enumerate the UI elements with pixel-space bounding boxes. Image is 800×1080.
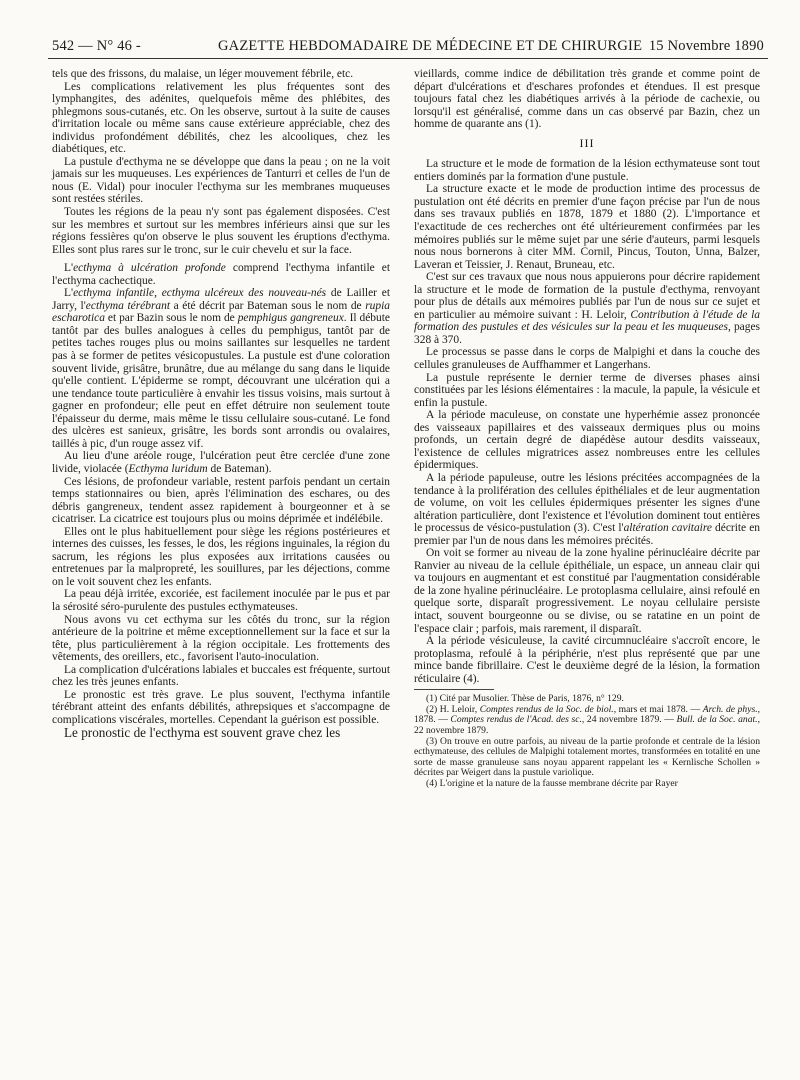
footnote: (3) On trouve en outre parfois, au niveau de la partie profonde et centrale de la lésion ecthymateuse, des cellules de Malpighi totalement mortes, transformées en totalité en une sorte de masse granuleuse sans noyau apparent rappelant les « Kernlische Schollen » décrites par Weigert dans la pustule variolique. <box>414 735 760 779</box>
paragraph: La pustule représente le dernier terme de diverses phases ainsi constituées par les lésions élémentaires : la macule, la papule, la vésicule et enfin la pustule. <box>414 371 760 409</box>
paragraph: C'est sur ces travaux que nous nous appuierons pour décrire rapidement la structure et le mode de formation de la pustule d'ecthyma, renvoyant pour plus de détails aux mémoires publiés par l'un de nous sur ce sujet et en particulier au mémoire suivant : H. Leloir, Contribution à l'étude de la formation des pustules et des vésicules sur la peau et les muqueuses, pages 328 à 370. <box>414 271 761 346</box>
section-heading: III <box>579 135 595 150</box>
paragraph: Au lieu d'une aréole rouge, l'ulcération peut être cerclée d'une zone livide, violacée (Ecthyma luridum de Bateman). <box>52 450 390 475</box>
paragraph: Nous avons vu cet ecthyma sur les côtés du tronc, sur la région antérieure de la poitrine et même exceptionnellement sur la face et sur la tête, plus particulièrement à la région occipitale. Les frottements des vêtements, des oreillers, etc., favorisent l'auto-inoculation. <box>52 613 390 664</box>
paragraph: La pustule d'ecthyma ne se développe que dans la peau ; on ne la voit jamais sur les muqueuses. Les expériences de Tanturri et celles de l'un de nous (E. Vidal) pour inoculer l'ecthyma sur les membranes muqueuses sont restées stériles. <box>52 155 390 206</box>
paragraph: La structure et le mode de formation de la lésion ecthymateuse sont tout entiers dominés par la formation d'une pustule. <box>414 158 760 183</box>
issue-date: 15 Novembre 1890 <box>648 38 764 54</box>
footnote: (2) H. Leloir, Comptes rendus de la Soc. de biol., mars et mai 1878. — Arch. de phys., 1878. — Comptes rendus de l'Acad. des sc., 24 novembre 1879. — Bull. de la Soc. anat., 22 novembre 1879. <box>414 703 760 737</box>
footnote-divider <box>414 689 494 690</box>
left-column <box>52 68 390 740</box>
paragraph: Le processus se passe dans le corps de Malpighi et dans la couche des cellules granuleuses de Auffhammer et Langerhans. <box>414 346 760 372</box>
paragraph: La peau déjà irritée, excoriée, est facilement inoculée par le pus et par la sérosité séro-purulente des pustules ecthymateuses. <box>52 588 390 613</box>
paragraph: Elles ont le plus habituellement pour siège les régions postérieures et internes des cuisses, les fesses, le dos, les régions inguinales, la région du sacrum, les régions les plus exposées aux irritations causées ou entretenues par la malpropreté, les souillures, par les déjections, comme on le voit souvent chez les enfants. <box>52 525 390 588</box>
paragraph: Le pronostic est très grave. Le plus souvent, l'ecthyma infantile térébrant atteint des enfants débilités, athrepsiques et s'accompagne de complications viscérales, mortelles. Cependant la guérison est possible. <box>52 688 390 726</box>
footnote: (1) Cité par Musolier. Thèse de Paris, 1876, n° 129. <box>426 693 624 705</box>
page-number-issue: 542 — N° 46 - <box>52 38 141 54</box>
paragraph: L'ecthyma à ulcération profonde comprend l'ecthyma infantile et l'ecthyma cachectique. <box>52 262 391 287</box>
running-header <box>48 36 768 59</box>
paragraph: La complication d'ulcérations labiales et buccales est fréquente, surtout chez les très jeunes enfants. <box>52 663 390 689</box>
paragraph: Toutes les régions de la peau n'y sont pas également disposées. C'est sur les membres et surtout sur les membres inférieurs ainsi que sur les régions fessières qu'on observe le plus souvent les éruptions d'ecthyma. Elles sont plus rares sur le tronc, sur le cuir chevelu et sur la face. <box>52 206 390 256</box>
paragraph: tels que des frissons, du malaise, un léger mouvement fébrile, etc. <box>52 68 354 80</box>
paragraph: Le pronostic de l'ecthyma est souvent grave chez les <box>64 725 341 741</box>
paragraph: On voit se former au niveau de la zone hyaline périnucléaire décrite par Ranvier au niveau de la cellule épithéliale, un espace, un anneau clair qui va toujours en augmentant et est constitué par l'augmentation considérable de la zone hyaline périnucléaire. Le protoplasma cellulaire, ainsi refoulé en quelque sorte, disparaît progressivement. Le noyau cellulaire persiste intact, souvent bourgeonne ou se divise, ou se ratatine en un point de l'espace clair ; parfois, mais rarement, il disparaît. <box>414 547 760 635</box>
paragraph: vieillards, comme indice de débilitation très grande et comme point de départ d'ulcérations et d'eschares profondes et étendues. Il est presque toujours fatal chez les diabétiques arrivés à la période de cachexie, ou lorsqu'il est généralisé, comme dans un cas observé par Bazin, chez un homme de quarante ans (1). <box>414 68 760 131</box>
paragraph: A la période papuleuse, outre les lésions précitées accompagnées de la tendance à la prolifération des cellules épithéliales et de leur augmentation de volume, on voit les cellules épidermiques présenter les signes d'une altération particulière, dont l'existence et l'évolution dominent tout entières le processus de vésico-pustulation (3). C'est l'altération cavitaire décrite en premier par l'un de nous dans les mémoires précités. <box>414 471 760 547</box>
paragraph: La structure exacte et le mode de production intime des processus de pustulation ont été décrits en premier d'une façon précise par l'un de nous dans ses travaux publiés en 1878, 1879 et 1880 (2). L'importance et l'exactitude de ces recherches ont été ultérieurement confirmées par les mémoires publiés sur le même sujet par une série d'auteurs, parmi lesquels nous nous bornerons à citer MM. Cornil, Pincus, Touton, Unna, Balzer, Laveran et Teissier, J. Renaut, Bruneau, etc. <box>414 183 760 271</box>
paragraph: Les complications relativement les plus fréquentes sont des lymphangites, des adénites, quelquefois même des phlébites, des phlegmons sous-cutanés, etc. On les observe, surtout à la suite de causes d'irritation locale ou même sans cause extérieure appréciable, chez des individus profondément débilités, chez les alcooliques, chez les diabétiques, etc. <box>52 80 390 156</box>
paragraph: A la période maculeuse, on constate une hyperhémie assez prononcée des vaisseaux papillaires et des vaisseaux dermiques plus ou moins profonds, un certain degré de diapédèse autour desdits vaisseaux, l'existence de cellules migratrices assez nombreuses entre les cellules épidermiques. <box>414 409 760 472</box>
paragraph: L'ecthyma infantile, ecthyma ulcéreux des nouveau-nés de Lailler et Jarry, l'ecthyma térébrant a été décrit par Bateman sous le nom de rupia escharotica et par Bazin sous le nom de pemphigus gangreneux. Il débute tantôt par des bulles analogues à celles du pemphigus, tantôt par de petites taches rouges plus ou moins saillantes sur lesquelles ne tardent pas à se former de petites vésicopustules. La pustule est d'une coloration souvent livide, grisâtre, brunâtre, due au mélange du sang dans le liquide qu'elle contient. L'épiderme se rompt, découvrant une ulcération qui a une tendance toute particulière à envahir les tissus voisins, mais surtout à gagner en profondeur; elle peut en effet détruire non seulement toute l'épaisseur du derme, mais même le tissu cellulaire sous-cutané. Le fond des ulcères est sanieux, grisâtre, les bords sont arrondis ou ovalaires, taillés à pic, d'un rouge assez vif. <box>52 287 391 450</box>
footnote: (4) L'origine et la nature de la fausse membrane décrite par Rayer <box>426 778 678 789</box>
paragraph: A la période vésiculeuse, la cavité circumnucléaire s'accroît encore, le protoplasma, refoulé à la périphérie, n'est plus représenté que par une mince bande fibrillaire. C'est le deuxième degré de la lésion, la formation réticulaire (4). <box>414 635 760 685</box>
journal-title: GAZETTE HEBDOMADAIRE DE MÉDECINE ET DE CHIRURGIE <box>218 38 643 54</box>
paragraph: Ces lésions, de profondeur variable, restent parfois pendant un certain temps stationnaires ou bien, après l'élimination des eschares, ou des débris gangreneux, tendent assez rapidement à bourgeonner et à se cicatriser. La cicatrice est toujours plus ou moins déprimée et indélébile. <box>52 475 390 526</box>
right-column <box>414 68 760 790</box>
